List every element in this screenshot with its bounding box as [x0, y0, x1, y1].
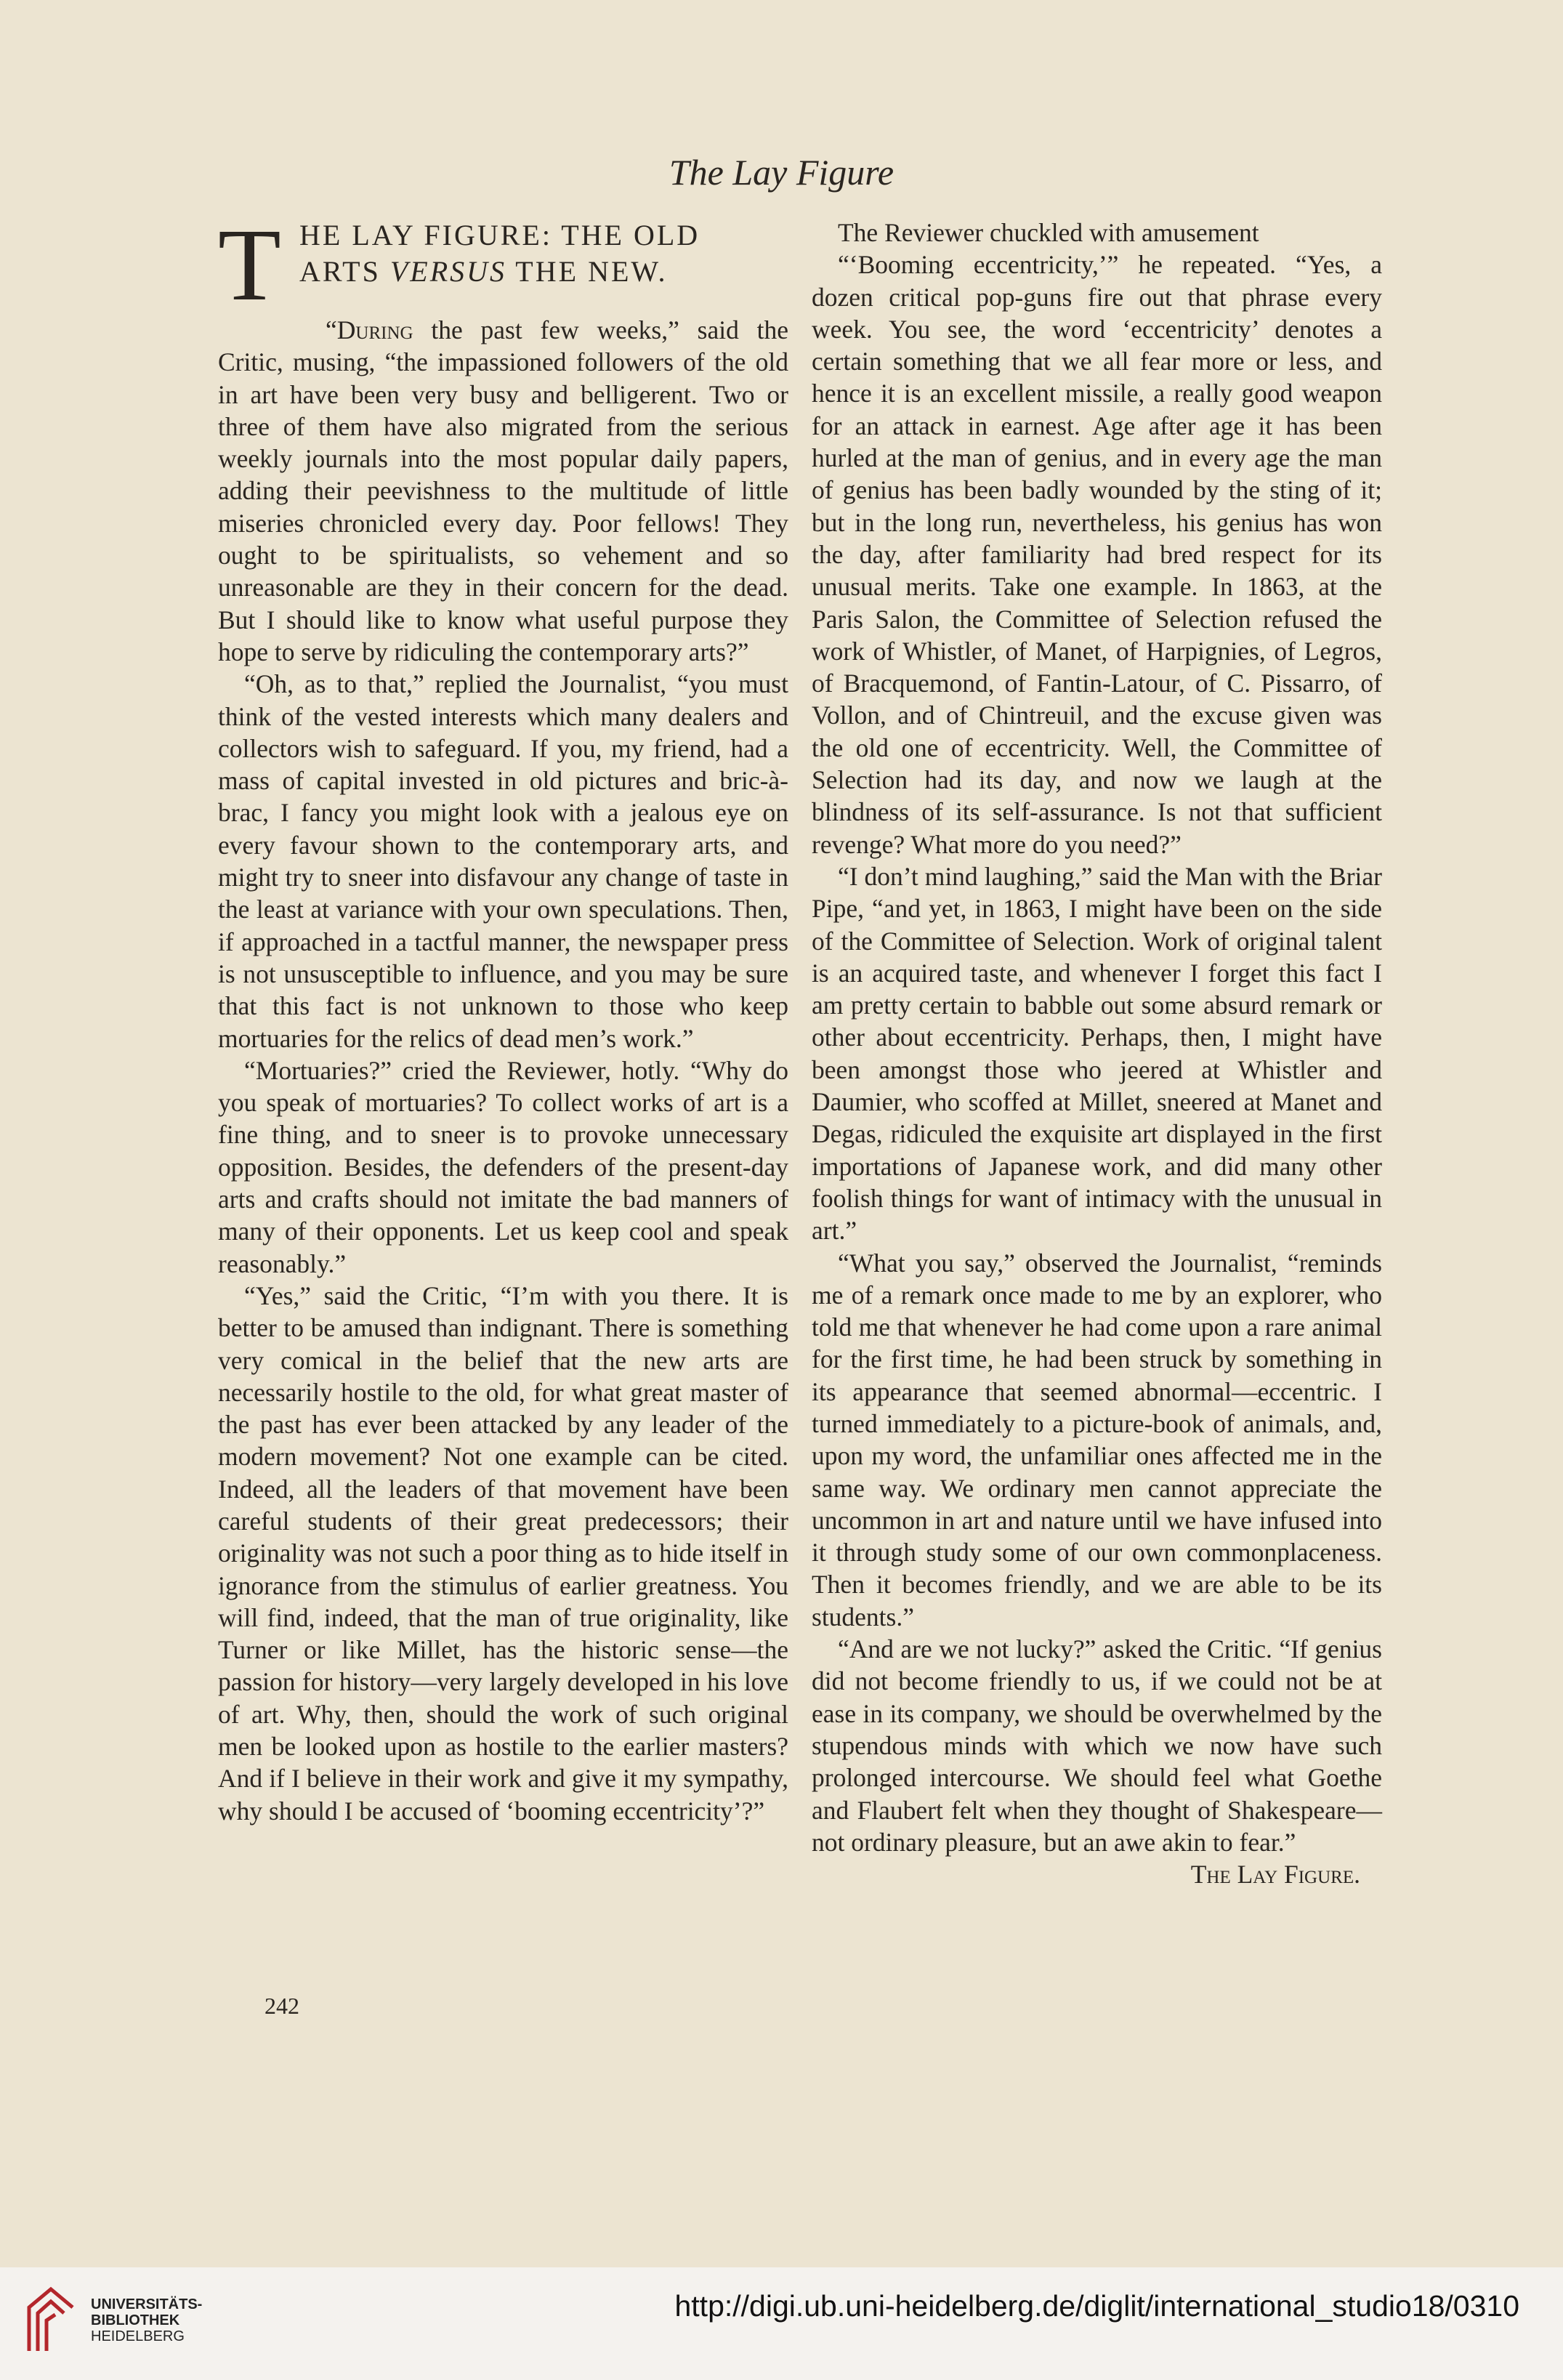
left-column [218, 207, 788, 1827]
title-line-2-pre: ARTS [299, 255, 390, 288]
source-url-link[interactable]: http://digi.ub.uni-heidelberg.de/diglit/international_studio18/0310 [674, 2289, 1519, 2323]
paragraph: “I don’t mind laughing,” said the Man with the Briar Pipe, “and yet, in 1863, I might have been on the side of the Committee of Selection. Work of original talent is an acquired taste, and whenever I forget this fact I am pretty certain to babble out some absurd remark or other about eccentricity. Perhaps, then, I might have been amongst those who jeered at Whistler and Daumier, who scoffed at Millet, sneered at Manet and Degas, ridiculed the exquisite art displayed in the first importations of Japanese work, and did many other foolish things for want of intimacy with the unusual in art.” [812, 861, 1382, 1246]
paragraph-text: the past few weeks,” said the Critic, musing, “the impassioned followers of the old in art have been very busy and belligerent. Two or three of them have also migrated from the serious weekly journals into the most popular daily papers, adding their peevishness to the multitude of little miseries chronicled every day. Poor fellows! They ought to be spiritualists, so vehement and so unreasonable are they in their concern for the dead. But I should like to know what useful purpose they hope to serve by ridiculing the contemporary arts?” [218, 315, 788, 666]
paragraph: “What you say,” observed the Journalist, “reminds me of a remark once made to me by an explorer, who told me that whenever he had come upon a rare animal for the first time, he had been struck by something in its appearance that seemed abnormal—eccentric. I turned immediately to a picture-book of animals, and, upon my word, the unfamiliar ones affected me in the same way. We ordinary men cannot appreciate the uncommon in art and nature until we have infused into it through study some of our own commonplaceness. Then it becomes friendly, and we are able to be its students.” [812, 1248, 1382, 1631]
title-line-2 [299, 256, 788, 288]
paragraph-text: “And are we not lucky?” asked the Critic. “If genius did not become friendly to us, if we could not be at ease in its company, we should be overwhelmed by the stupendous minds with which we now have such prolonged intercourse. We should feel what Goethe and Flaubert felt when they thought of Shakespeare—not ordinary pleasure, but an awe akin to fear.” [812, 1634, 1382, 1857]
footer-bar [0, 2267, 1563, 2380]
article-title [218, 207, 788, 322]
small-caps-lead: “During [326, 315, 413, 344]
signature: The Lay Figure. [1190, 1860, 1360, 1889]
library-logo-icon [22, 2278, 80, 2358]
paragraph: “Yes,” said the Critic, “I’m with you there. It is better to be amused than indignant. There is something very comical in the belief that the new arts are necessarily hostile to the old, for what great master of the past has ever been attacked by any leader of the modern movement? Not one example can be cited. Indeed, all the leaders of that movement have been careful students of their great predecessors; their originality was not such a poor thing as to hide itself in ignorance from the stimulus of earlier greatness. You will find, indeed, that the man of true originality, like Turner or like Millet, has the historic sense—the passion for history—very largely developed in his love of art. Why, then, should the work of such original men be looked upon as hostile to the earlier masters? And if I believe in their work and give it my sympathy, why should I be accused of ‘booming eccentricity’?” [218, 1280, 788, 1826]
paragraph: “Oh, as to that,” replied the Journalist, “you must think of the vested interests which many dealers and collectors wish to safeguard. If you, my friend, had a mass of capital invested in old pictures and bric-à-brac, I fancy you might look with a jealous eye on every favour shown to the contemporary arts, and might try to sneer into disfavour any change of taste in the least at variance with your own speculations. Then, if approached in a tactful manner, the newspaper press is not unsusceptible to influence, and you may be sure that this fact is not unknown to those who keep mortuaries for the relics of dead men’s work.” [218, 669, 788, 1053]
title-line-2-em: VERSUS [389, 255, 507, 288]
paragraph: The Reviewer chuckled with amusement [838, 218, 1259, 247]
page-number: 242 [264, 1993, 299, 2019]
library-name-line-2: BIBLIOTHEK [91, 2312, 180, 2328]
title-line-1: HE LAY FIGURE: THE OLD [299, 219, 700, 251]
library-name-line-1: UNIVERSITÄTS- [91, 2296, 203, 2312]
paragraph [812, 1633, 1382, 1889]
running-head: The Lay Figure [669, 152, 894, 193]
right-column [812, 217, 1382, 1890]
library-name [91, 2296, 202, 2344]
paragraph: “‘Booming eccentricity,’” he repeated. “Yes, a dozen critical pop-guns fire out that phrase every week. You see, the word ‘eccentricity’ denotes a certain something that we all fear more or less, and hence it is an excellent missile, a really good weapon for an attack in earnest. Age after age it has been hurled at the man of genius, and in every age the man of genius has been badly wounded by the sting of it; but in the long run, nevertheless, his genius has won the day, after familiarity had bred respect for its unusual merits. Take one example. In 1863, at the Paris Salon, the Committee of Selection refused the work of Whistler, of Manet, of Harpignies, of Legros, of Bracquemond, of Fantin-Latour, of C. Pissarro, of Vollon, and of Chintreuil, and the excuse given was the old one of eccentricity. Well, the Committee of Selection had its day, and now we laugh at the blindness of its self-assurance. Is not that sufficient revenge? What more do you need?” [812, 250, 1382, 859]
paragraph [218, 314, 788, 668]
paragraph: “Mortuaries?” cried the Reviewer, hotly. “Why do you speak of mortuaries? To collect works of art is a fine thing, and to sneer is to provoke unnecessary opposition. Besides, the defenders of the present-day arts and crafts should not imitate the bad manners of many of their opponents. Let us keep cool and speak reasonably.” [218, 1055, 788, 1278]
title-line-2-post: THE NEW. [506, 255, 668, 288]
library-name-line-3: HEIDELBERG [91, 2328, 185, 2344]
drop-cap: T [218, 207, 281, 322]
